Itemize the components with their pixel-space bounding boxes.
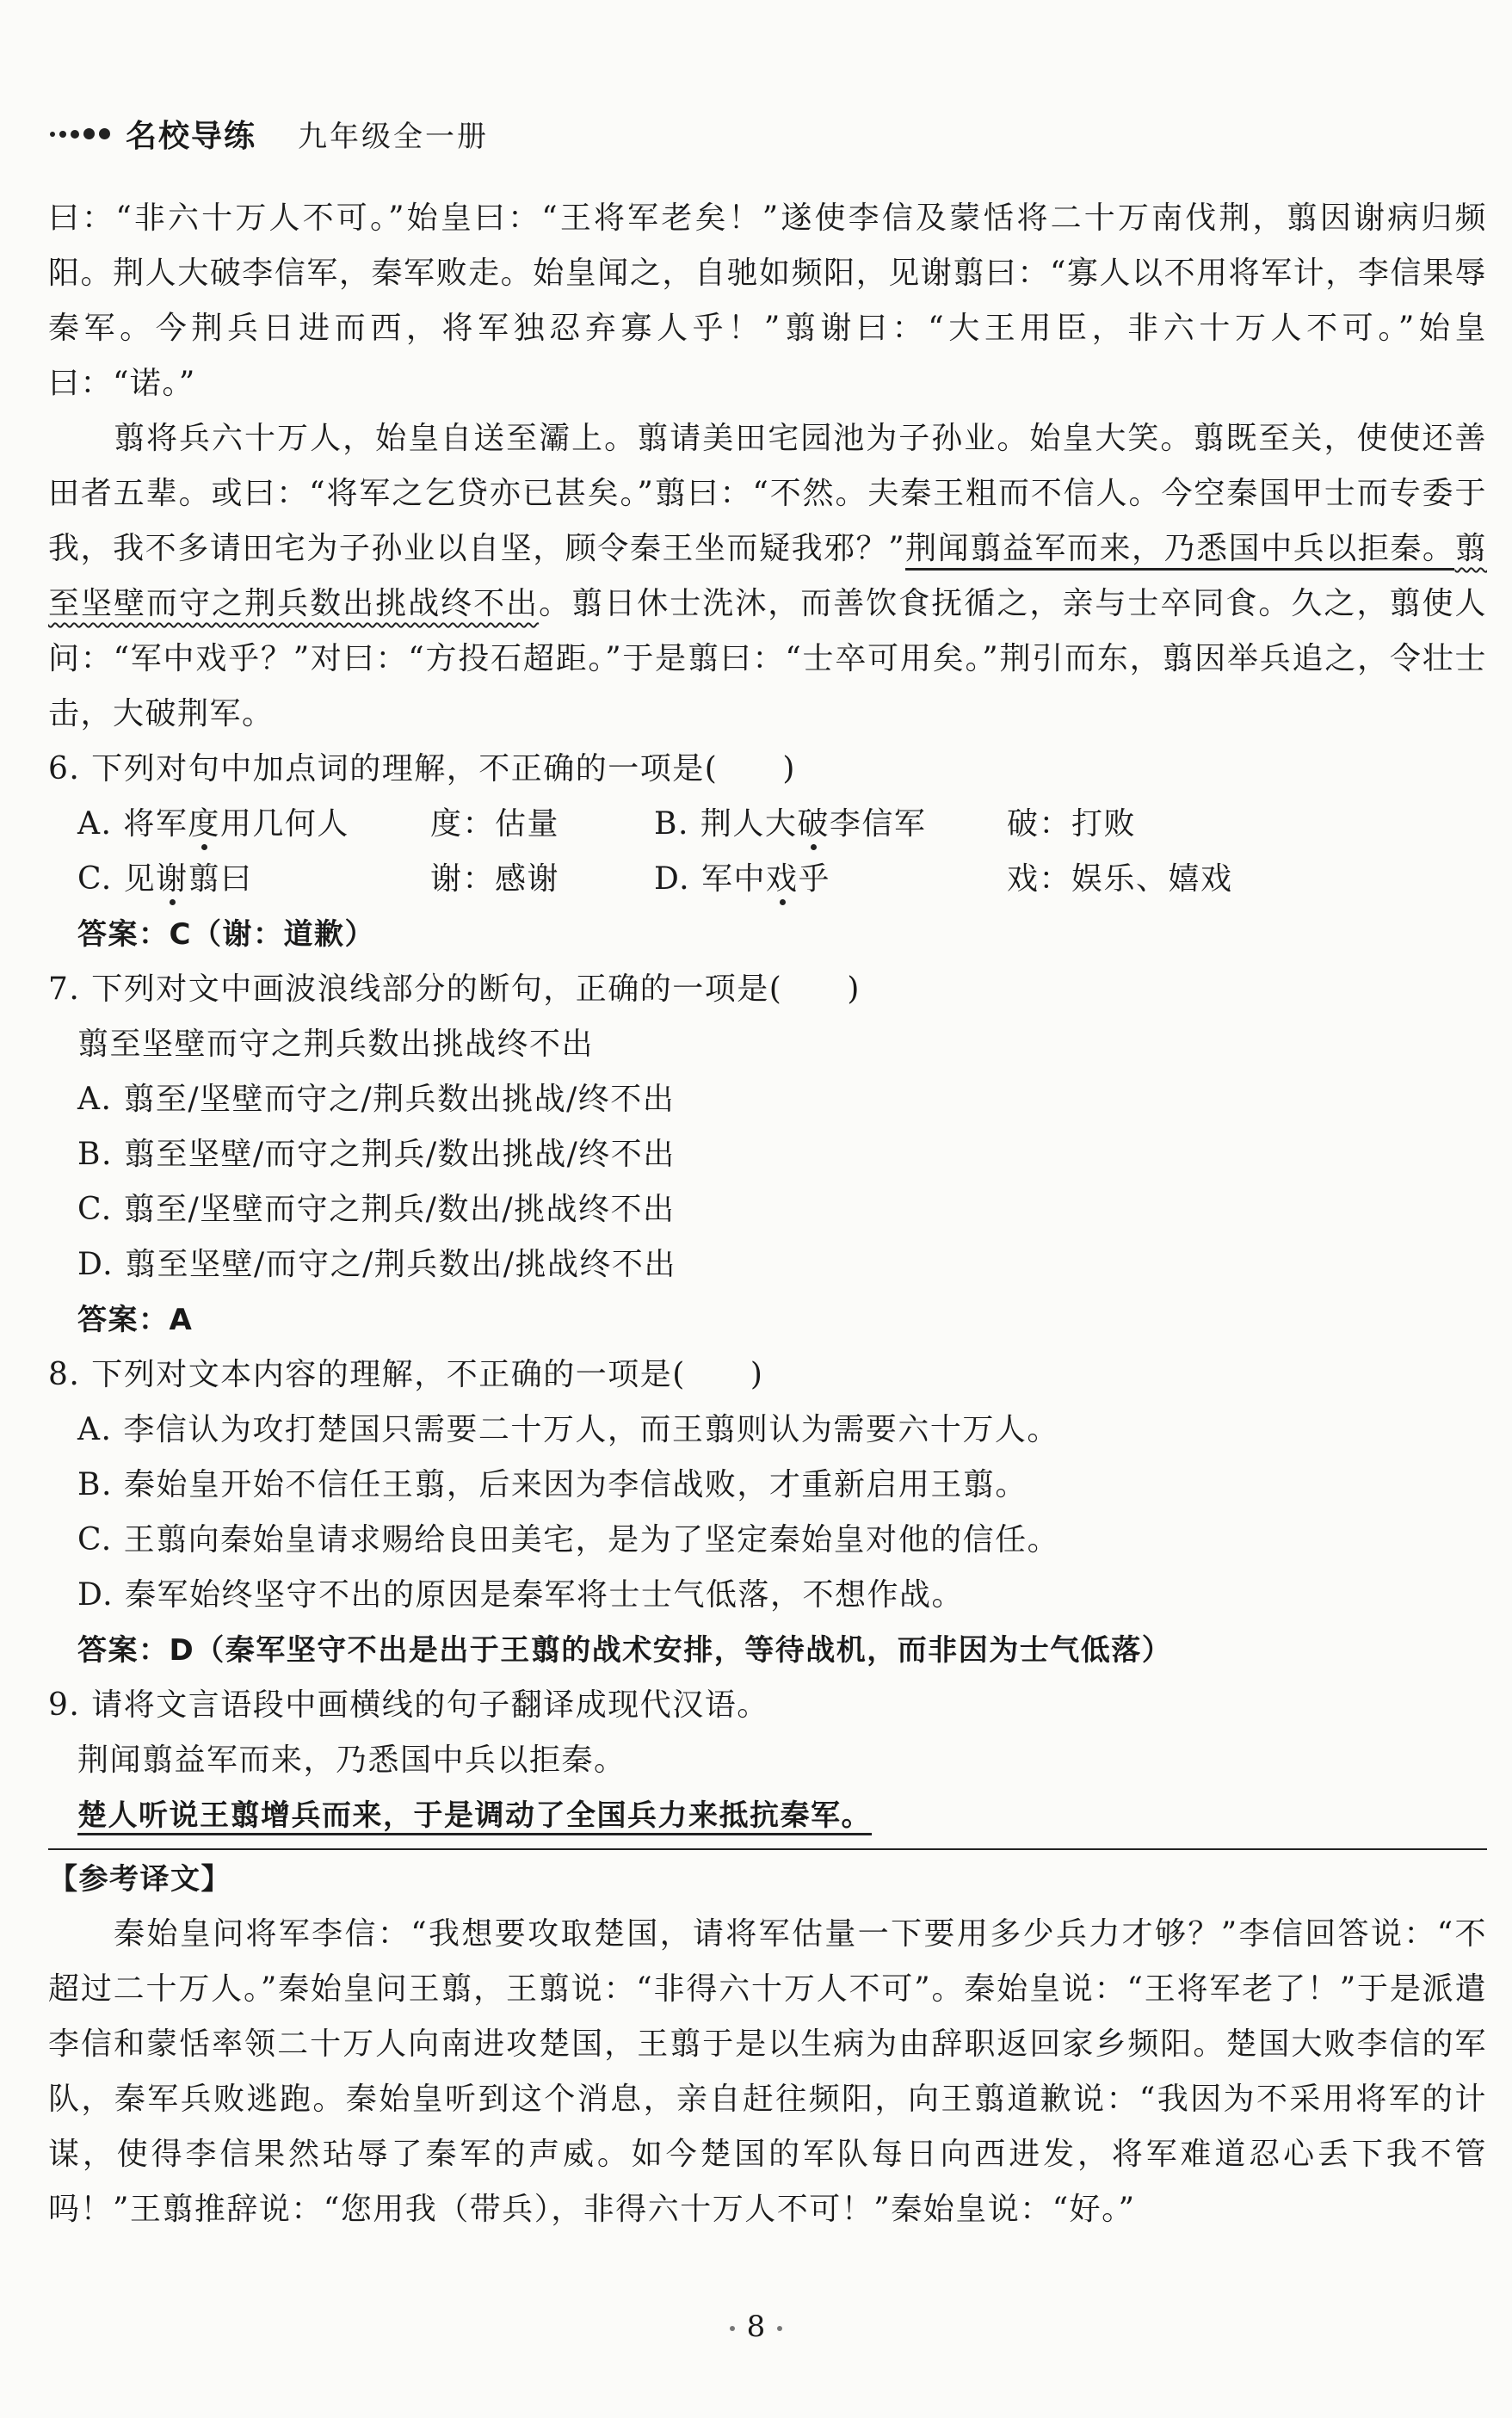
passage-text: 翦将兵六十万人，始皇自送至灞上。翦请美田宅园池为子孙业。始皇大笑。翦既至关，使使还善田者五辈。或曰：“将军之乞贷亦已甚矣。”翦曰：“不然。夫秦王粗而不信人。今空秦国甲士而专委于我，我不多请田宅为子孙业以自坚，顾令秦王坐而疑我邪？” bbox=[48, 421, 1487, 566]
underlined-sentence: 荆闻翦益军而来，乃悉国中兵以拒秦。 bbox=[905, 531, 1454, 571]
q7-option-a: A. 翦至/坚壁而守之/荆兵数出挑战/终不出 bbox=[77, 1082, 676, 1117]
q6-option-b: B. 荆人大破李信军 bbox=[654, 806, 927, 842]
question-6-options-row-2 bbox=[48, 852, 1487, 907]
page-number: 8 bbox=[0, 2310, 1512, 2344]
q7-option-b: B. 翦至坚壁/而守之荆兵/数出挑战/终不出 bbox=[77, 1137, 676, 1172]
question-9-stem: 9. 请将文言语段中画横线的句子翻译成现代汉语。 bbox=[48, 1687, 769, 1723]
question-6-stem: 6. 下列对句中加点词的理解，不正确的一项是( ) bbox=[48, 751, 796, 786]
passage-paragraph-1: 曰：“非六十万人不可。”始皇曰：“王将军老矣！”遂使李信及蒙恬将二十万南伐荆，翦因谢病归频阳。荆人大破李信军，秦军败走。始皇闻之，自驰如频阳，见谢翦曰：“寡人以不用将军计，李信果辱秦军。今荆兵日进而西，将军独忍弃寡人乎！”翦谢曰：“大王用臣，非六十万人不可。”始皇曰：“诺。” bbox=[48, 200, 1487, 401]
section-divider bbox=[48, 1848, 1487, 1850]
q8-option-a: A. 李信认为攻打楚国只需要二十万人，而王翦则认为需要六十万人。 bbox=[77, 1412, 1059, 1447]
question-8-stem: 8. 下列对文本内容的理解，不正确的一项是( ) bbox=[48, 1357, 764, 1392]
book-brand: 名校导练 bbox=[126, 119, 257, 154]
emphasis-dot-word: 戏 bbox=[765, 861, 799, 897]
q9-answer: 楚人听说王翦增兵而来，于是调动了全国兵力来抵抗秦军。 bbox=[48, 1788, 1487, 1843]
q8-option-b: B. 秦始皇开始不信任王翦，后来因为李信战败，才重新启用王翦。 bbox=[77, 1467, 1028, 1502]
emphasis-dot-word: 谢 bbox=[156, 861, 188, 897]
q7-option-d: D. 翦至坚壁/而守之/荆兵数出/挑战终不出 bbox=[77, 1247, 676, 1282]
q6-option-c-gloss: 谢：感谢 bbox=[430, 861, 560, 897]
q6-option-c: C. 见谢翦曰 bbox=[77, 861, 253, 897]
emphasis-dot-word: 破 bbox=[797, 806, 830, 842]
question-7-stem: 7. 下列对文中画波浪线部分的断句，正确的一项是( ) bbox=[48, 972, 861, 1007]
q6-option-a-gloss: 度：估量 bbox=[430, 806, 560, 842]
header-dots-icon bbox=[50, 128, 110, 139]
page-body bbox=[48, 191, 1487, 2237]
q6-answer: 答案：C（谢：道歉） bbox=[77, 917, 375, 952]
q9-sentence: 荆闻翦益军而来，乃悉国中兵以拒秦。 bbox=[77, 1743, 626, 1778]
passage-text: 。翦日休士洗沐，而善饮食抚循之，亲与士卒同食。久之，翦使人问：“军中戏乎？”对曰：“方投石超距。”于是翦曰：“士卒可用矣。”荆引而东，翦因举兵追之，令壮士击，大破荆军。 bbox=[48, 586, 1487, 731]
q6-option-d: D. 军中戏乎 bbox=[654, 861, 830, 897]
q6-option-b-gloss: 破：打败 bbox=[1007, 806, 1137, 842]
q6-option-a: A. 将军度用几何人 bbox=[77, 806, 349, 842]
q6-option-d-gloss: 戏：娱乐、嬉戏 bbox=[1007, 861, 1233, 897]
translation-text: 秦始皇问将军李信：“我想要攻取楚国，请将军估量一下要用多少兵力才够？”李信回答说：“不超过二十万人。”秦始皇问王翦，王翦说：“非得六十万人不可”。秦始皇说：“王将军老了！”于是派遣李信和蒙恬率领二十万人向南进攻楚国，王翦于是以生病为由辞职返回家乡频阳。楚国大败李信的军队，秦军兵败逃跑。秦始皇听到这个消息，亲自赶往频阳，向王翦道歉说：“我因为不采用将军的计谋，使得李信果然玷辱了秦军的声威。如今楚国的军队每日向西进发，将军难道忍心丢下我不管吗！”王翦推辞说：“您用我（带兵），非得六十万人不可！”秦始皇说：“好。” bbox=[48, 1916, 1487, 2227]
q8-option-d: D. 秦军始终坚守不出的原因是秦军将士士气低落，不想作战。 bbox=[77, 1577, 964, 1613]
q7-option-c: C. 翦至/坚壁而守之荆兵/数出/挑战终不出 bbox=[77, 1192, 676, 1227]
book-subtitle: 九年级全一册 bbox=[298, 120, 490, 154]
emphasis-dot-word: 度 bbox=[188, 806, 220, 842]
q7-sentence: 翦至坚壁而守之荆兵数出挑战终不出 bbox=[77, 1027, 595, 1062]
q8-answer: 答案：D（秦军坚守不出是出于王翦的战术安排，等待战机，而非因为士气低落） bbox=[77, 1633, 1173, 1668]
wavy-underlined-sentence: 翦至坚壁而守之荆兵数出挑战终不出 bbox=[48, 531, 1487, 621]
question-6-options-row-1 bbox=[48, 797, 1487, 852]
passage-paragraph-2 bbox=[48, 411, 1487, 742]
q8-option-c: C. 王翦向秦始皇请求赐给良田美宅，是为了坚定秦始皇对他的信任。 bbox=[77, 1522, 1060, 1558]
translation-title: 【参考译文】 bbox=[48, 1862, 231, 1897]
page-header bbox=[50, 112, 489, 156]
q7-answer: 答案：A bbox=[77, 1303, 194, 1337]
